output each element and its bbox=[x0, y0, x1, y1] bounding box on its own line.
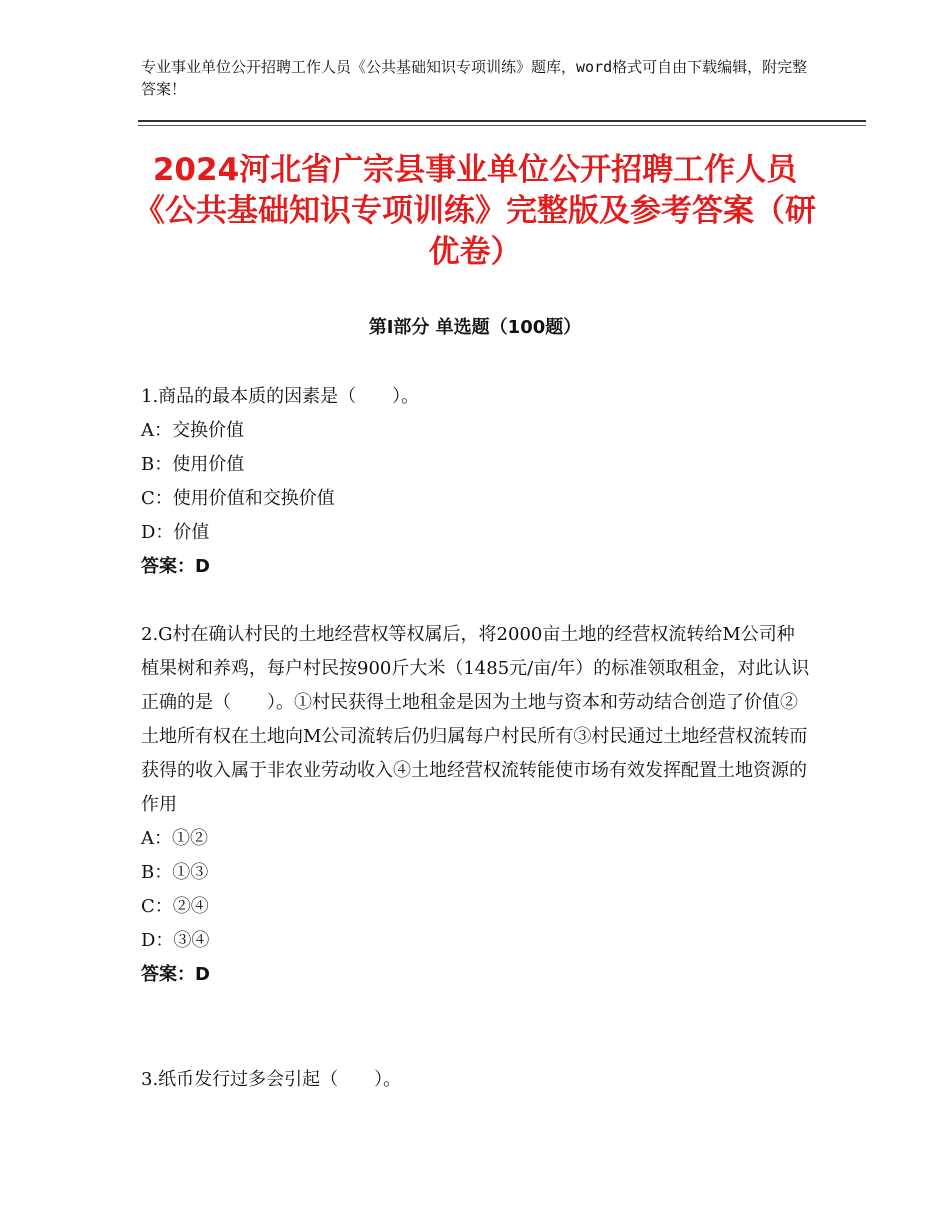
question-3 bbox=[141, 1063, 811, 1097]
question-1 bbox=[141, 380, 811, 584]
option-a: A：①② bbox=[141, 828, 208, 849]
answer: 答案：D bbox=[141, 556, 210, 577]
document-title: 2024河北省广宗县事业单位公开招聘工作人员《公共基础知识专项训练》完整版及参考答案（研优卷） bbox=[134, 152, 816, 270]
option-b: B：①③ bbox=[141, 862, 209, 883]
option-c: C：使用价值和交换价值 bbox=[141, 488, 335, 509]
option-b: B：使用价值 bbox=[141, 454, 245, 475]
header-divider-thick bbox=[138, 120, 866, 122]
header-note: 专业事业单位公开招聘工作人员《公共基础知识专项训练》题库，word格式可自由下载编辑，附完整答案！ bbox=[141, 58, 808, 98]
option-a: A：交换价值 bbox=[141, 420, 244, 441]
option-d: D：价值 bbox=[141, 522, 210, 543]
question-2 bbox=[141, 618, 811, 992]
question-stem: 2.G村在确认村民的土地经营权等权属后，将2000亩土地的经营权流转给M公司种植果树和养鸡，每户村民按900斤大米（1485元/亩/年）的标准领取租金，对此认识正确的是（ ）。①村民获得土地租金是因为土地与资本和劳动结合创造了价值②土地所有权在土地向M公司流转后仍归属每户村民所有③村民通过土地经营权流转而获得的收入属于非农业劳动收入④土地经营权流转能使市场有效发挥配置土地资源的作用 bbox=[141, 624, 810, 815]
option-c: C：②④ bbox=[141, 896, 209, 917]
section-title: 第Ⅰ部分 单选题（100题） bbox=[368, 317, 582, 338]
question-stem: 3.纸币发行过多会引起（ ）。 bbox=[141, 1069, 402, 1090]
option-d: D：③④ bbox=[141, 930, 210, 951]
question-stem: 1.商品的最本质的因素是（ ）。 bbox=[141, 386, 420, 407]
answer: 答案：D bbox=[141, 964, 210, 985]
header-divider-thin bbox=[138, 125, 866, 126]
